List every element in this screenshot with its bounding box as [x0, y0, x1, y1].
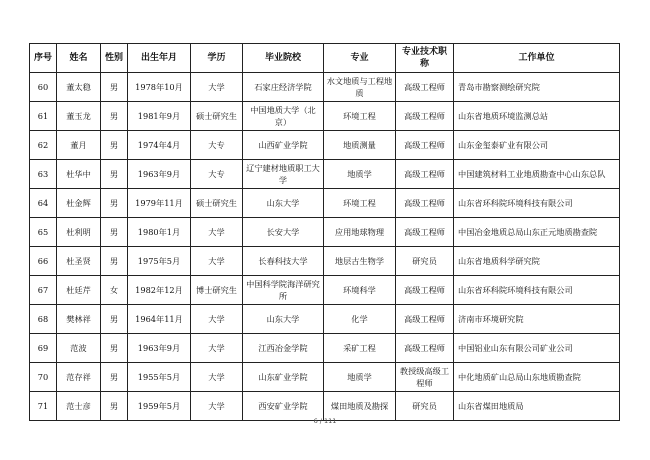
- cell-professional-title: 高级工程师: [396, 102, 454, 131]
- cell-gender: 男: [101, 73, 128, 102]
- cell-work-unit: 山东省地质科学研究院: [454, 247, 620, 276]
- table-row: [30, 131, 620, 160]
- cell-name: 范波: [57, 334, 101, 363]
- cell-serial-number: 71: [30, 392, 57, 421]
- cell-gender: 男: [101, 363, 128, 392]
- cell-professional-title: 高级工程师: [396, 131, 454, 160]
- cell-gender: 男: [101, 131, 128, 160]
- cell-major: 环境科学: [324, 276, 396, 305]
- cell-work-unit: 中国铝业山东有限公司矿业公司: [454, 334, 620, 363]
- cell-serial-number: 67: [30, 276, 57, 305]
- cell-major: 地质测量: [324, 131, 396, 160]
- cell-graduate-school: 中国地质大学（北京）: [243, 102, 324, 131]
- cell-birth-date: 1982年12月: [128, 276, 191, 305]
- cell-name: 董玉龙: [57, 102, 101, 131]
- cell-major: 地层古生物学: [324, 247, 396, 276]
- cell-name: 杜廷芹: [57, 276, 101, 305]
- table-row: [30, 276, 620, 305]
- cell-gender: 男: [101, 218, 128, 247]
- table-row: [30, 305, 620, 334]
- header-birth-date: 出生年月: [128, 44, 191, 73]
- table-row: [30, 189, 620, 218]
- cell-professional-title: 高级工程师: [396, 189, 454, 218]
- cell-birth-date: 1974年4月: [128, 131, 191, 160]
- cell-major: 采矿工程: [324, 334, 396, 363]
- cell-professional-title: 高级工程师: [396, 334, 454, 363]
- personnel-table-sheet: [29, 43, 619, 421]
- cell-major: 煤田地质及勘探: [324, 392, 396, 421]
- cell-education: 大专: [191, 160, 243, 189]
- cell-graduate-school: 山西矿业学院: [243, 131, 324, 160]
- cell-serial-number: 68: [30, 305, 57, 334]
- cell-education: 硕士研究生: [191, 102, 243, 131]
- header-serial-number: 序号: [30, 44, 57, 73]
- cell-work-unit: 山东省地质环境监测总站: [454, 102, 620, 131]
- cell-work-unit: 青岛市勘察测绘研究院: [454, 73, 620, 102]
- cell-education: 大学: [191, 363, 243, 392]
- cell-education: 博士研究生: [191, 276, 243, 305]
- cell-professional-title: 高级工程师: [396, 276, 454, 305]
- cell-work-unit: 山东金玺泰矿业有限公司: [454, 131, 620, 160]
- cell-birth-date: 1981年9月: [128, 102, 191, 131]
- cell-name: 杜利明: [57, 218, 101, 247]
- cell-birth-date: 1979年11月: [128, 189, 191, 218]
- table-row: [30, 247, 620, 276]
- cell-professional-title: 高级工程师: [396, 73, 454, 102]
- cell-graduate-school: 山东大学: [243, 305, 324, 334]
- cell-major: 环境工程: [324, 102, 396, 131]
- cell-work-unit: 山东省环科院环境科技有限公司: [454, 189, 620, 218]
- header-row: [30, 44, 620, 73]
- cell-serial-number: 62: [30, 131, 57, 160]
- cell-education: 大专: [191, 131, 243, 160]
- cell-education: 大学: [191, 218, 243, 247]
- cell-major: 化学: [324, 305, 396, 334]
- table-row: [30, 102, 620, 131]
- table-row: [30, 218, 620, 247]
- personnel-table: [29, 43, 620, 421]
- cell-major: 环境工程: [324, 189, 396, 218]
- cell-work-unit: 中化地质矿山总局山东地质勘查院: [454, 363, 620, 392]
- table-row: [30, 334, 620, 363]
- cell-birth-date: 1955年5月: [128, 363, 191, 392]
- header-gender: 性别: [101, 44, 128, 73]
- cell-major: 水文地质与工程地质: [324, 73, 396, 102]
- cell-name: 范存祥: [57, 363, 101, 392]
- cell-major: 地质学: [324, 160, 396, 189]
- cell-gender: 男: [101, 189, 128, 218]
- cell-professional-title: 高级工程师: [396, 160, 454, 189]
- cell-serial-number: 69: [30, 334, 57, 363]
- table-body: [30, 73, 620, 421]
- header-professional-title: 专业技术职称: [396, 44, 454, 73]
- cell-graduate-school: 山东大学: [243, 189, 324, 218]
- cell-name: 范士彦: [57, 392, 101, 421]
- cell-birth-date: 1964年11月: [128, 305, 191, 334]
- cell-professional-title: 研究员: [396, 392, 454, 421]
- cell-name: 董太稳: [57, 73, 101, 102]
- cell-name: 杜圣贤: [57, 247, 101, 276]
- table-row: [30, 363, 620, 392]
- cell-name: 杜金辉: [57, 189, 101, 218]
- cell-name: 樊林祥: [57, 305, 101, 334]
- cell-serial-number: 65: [30, 218, 57, 247]
- cell-graduate-school: 长安大学: [243, 218, 324, 247]
- cell-serial-number: 60: [30, 73, 57, 102]
- cell-professional-title: 研究员: [396, 247, 454, 276]
- cell-birth-date: 1980年1月: [128, 218, 191, 247]
- cell-gender: 男: [101, 160, 128, 189]
- cell-serial-number: 61: [30, 102, 57, 131]
- header-major: 专业: [324, 44, 396, 73]
- table-header: [30, 44, 620, 73]
- cell-gender: 男: [101, 305, 128, 334]
- cell-gender: 男: [101, 334, 128, 363]
- cell-work-unit: 山东省煤田地质局: [454, 392, 620, 421]
- cell-professional-title: 高级工程师: [396, 218, 454, 247]
- cell-graduate-school: 辽宁建材地质职工大学: [243, 160, 324, 189]
- cell-work-unit: 山东省环科院环境科技有限公司: [454, 276, 620, 305]
- cell-work-unit: 济南市环境研究院: [454, 305, 620, 334]
- cell-education: 大学: [191, 334, 243, 363]
- cell-graduate-school: 长春科技大学: [243, 247, 324, 276]
- cell-work-unit: 中国建筑材料工业地质勘查中心山东总队: [454, 160, 620, 189]
- cell-work-unit: 中国冶金地质总局山东正元地质勘查院: [454, 218, 620, 247]
- table-row: [30, 160, 620, 189]
- header-name: 姓名: [57, 44, 101, 73]
- cell-professional-title: 高级工程师: [396, 305, 454, 334]
- cell-birth-date: 1963年9月: [128, 160, 191, 189]
- cell-name: 杜华中: [57, 160, 101, 189]
- table-row: [30, 73, 620, 102]
- cell-birth-date: 1963年9月: [128, 334, 191, 363]
- cell-professional-title: 教授级高级工程师: [396, 363, 454, 392]
- cell-birth-date: 1959年5月: [128, 392, 191, 421]
- cell-major: 地质学: [324, 363, 396, 392]
- cell-education: 大学: [191, 73, 243, 102]
- cell-serial-number: 70: [30, 363, 57, 392]
- page-number: 6 / 111: [313, 417, 337, 425]
- cell-birth-date: 1978年10月: [128, 73, 191, 102]
- cell-graduate-school: 石家庄经济学院: [243, 73, 324, 102]
- cell-graduate-school: 山东矿业学院: [243, 363, 324, 392]
- cell-education: 大学: [191, 392, 243, 421]
- cell-birth-date: 1975年5月: [128, 247, 191, 276]
- cell-graduate-school: 西安矿业学院: [243, 392, 324, 421]
- cell-gender: 男: [101, 247, 128, 276]
- cell-serial-number: 63: [30, 160, 57, 189]
- cell-serial-number: 64: [30, 189, 57, 218]
- header-education: 学历: [191, 44, 243, 73]
- cell-gender: 女: [101, 276, 128, 305]
- header-work-unit: 工作单位: [454, 44, 620, 73]
- cell-education: 硕士研究生: [191, 189, 243, 218]
- cell-graduate-school: 江西冶金学院: [243, 334, 324, 363]
- cell-gender: 男: [101, 102, 128, 131]
- cell-education: 大学: [191, 247, 243, 276]
- cell-major: 应用地球物理: [324, 218, 396, 247]
- cell-education: 大学: [191, 305, 243, 334]
- cell-gender: 男: [101, 392, 128, 421]
- cell-serial-number: 66: [30, 247, 57, 276]
- cell-graduate-school: 中国科学院海洋研究所: [243, 276, 324, 305]
- cell-name: 董月: [57, 131, 101, 160]
- header-graduate-school: 毕业院校: [243, 44, 324, 73]
